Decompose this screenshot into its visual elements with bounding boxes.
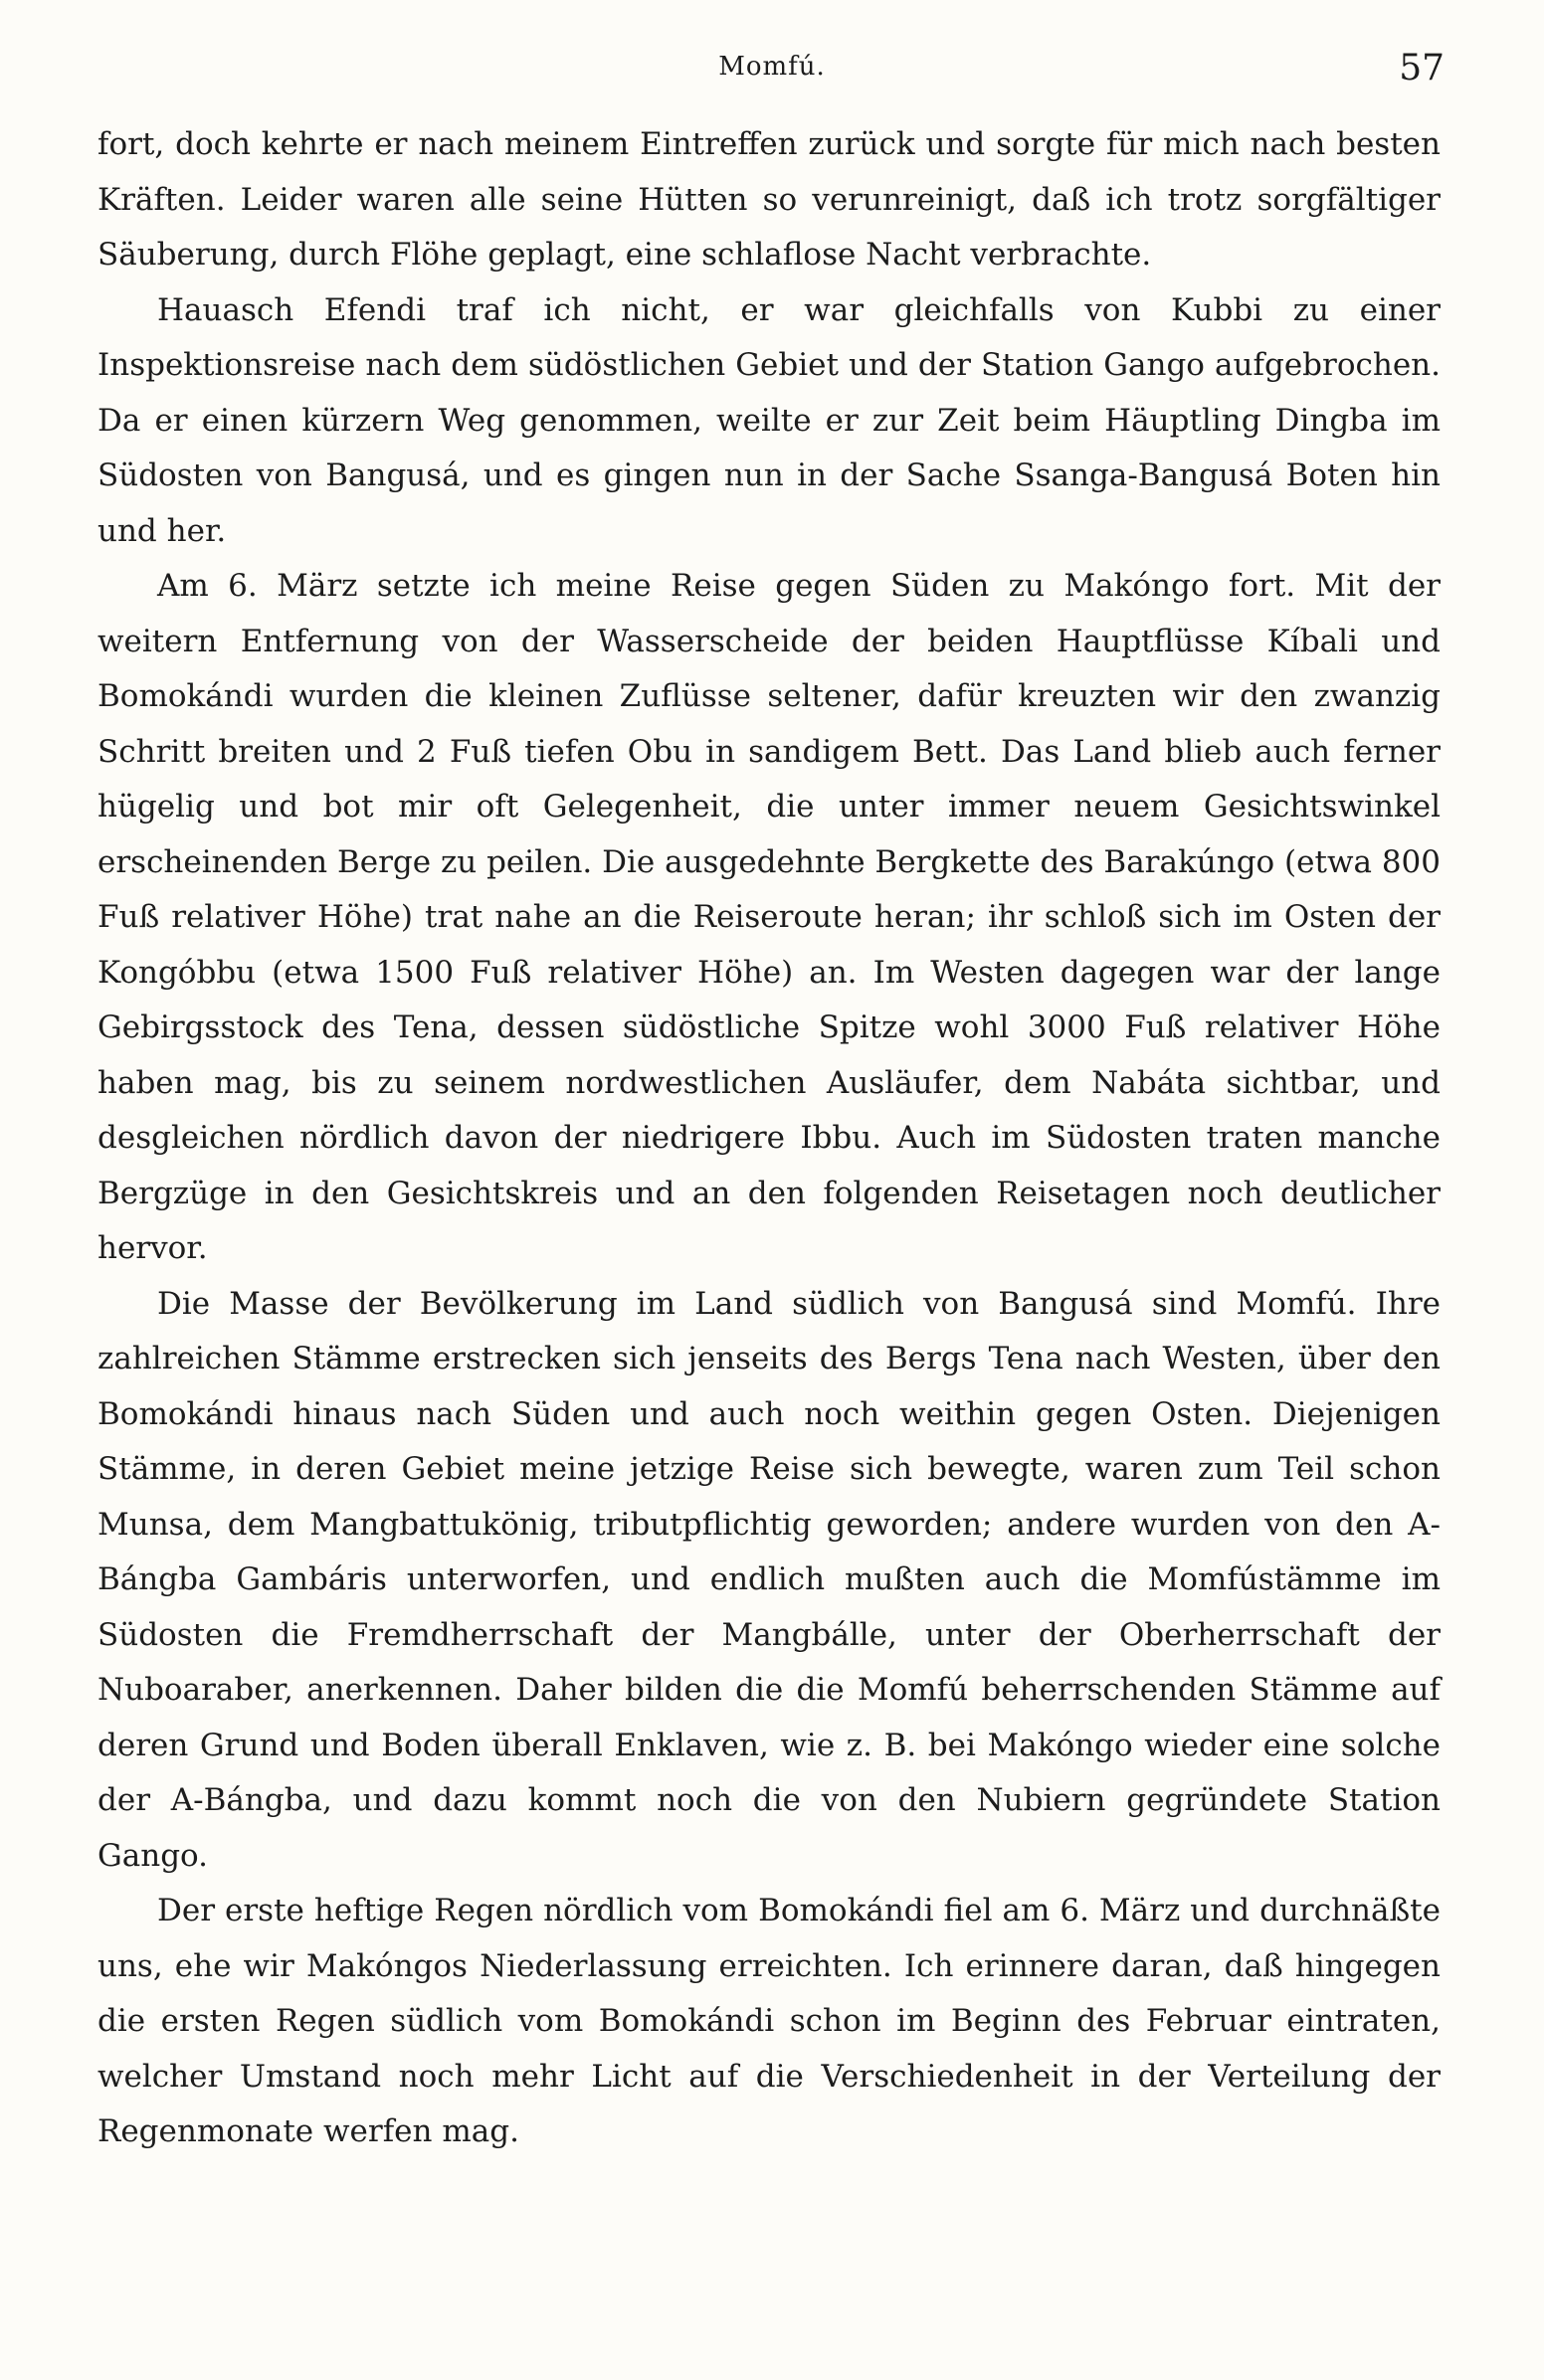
paragraph-4: Die Masse der Bevölkerung im Land südlich von Bangusá sind Momfú. Ihre zahlreichen Stämme erstrecken sich jenseits des Bergs Tena nach Westen, über den Bomokándi hinaus nach Süden und auch noch weithin gegen Osten. Diejenigen Stämme, in deren Gebiet meine jetzige Reise sich bewegte, waren zum Teil schon Munsa, dem Mangbattukönig, tributpflichtig geworden; andere wurden von den A-Bángba Gambáris unterworfen, und endlich mußten auch die Momfústämme im Südosten die Fremdherrschaft der Mangbálle, unter der Oberherrschaft der Nuboaraber, anerkennen. Daher bilden die die Momfú beherrschenden Stämme auf deren Grund und Boden überall Enklaven, wie z. B. bei Makóngo wieder eine solche der A-Bángba, und dazu kommt noch die von den Nubiern gegründete Station Gango.: [97, 1285, 1441, 1874]
body-text: [97, 117, 1441, 2160]
paragraph-5: Der erste heftige Regen nördlich vom Bomokándi fiel am 6. März und durchnäßte uns, ehe wir Makóngos Niederlassung erreichten. Ich erinnere daran, daß hingegen die ersten Regen südlich vom Bomokándi schon im Beginn des Februar eintraten, welcher Umstand noch mehr Licht auf die Verschiedenheit in der Verteilung der Regenmonate werfen mag.: [97, 1893, 1441, 2149]
page-number: 57: [1399, 48, 1445, 89]
paragraph-3: Am 6. März setzte ich meine Reise gegen Süden zu Makóngo fort. Mit der weitern Entfernung von der Wasserscheide der beiden Hauptflüsse Kíbali und Bomokándi wurden die kleinen Zuflüsse seltener, dafür kreuzten wir den zwanzig Schritt breiten und 2 Fuß tiefen Obu in sandigem Bett. Das Land blieb auch ferner hügelig und bot mir oft Gelegenheit, die unter immer neuem Gesichtswinkel erscheinenden Berge zu peilen. Die ausgedehnte Bergkette des Barakúngo (etwa 800 Fuß relativer Höhe) trat nahe an die Reiseroute heran; ihr schloß sich im Osten der Kongóbbu (etwa 1500 Fuß relativer Höhe) an. Im Westen dagegen war der lange Gebirgsstock des Tena, dessen südöstliche Spitze wohl 3000 Fuß relativer Höhe haben mag, bis zu seinem nordwestlichen Ausläufer, dem Nabáta sichtbar, und desgleichen nördlich davon der niedrigere Ibbu. Auch im Südosten traten manche Bergzüge in den Gesichtskreis und an den folgenden Reisetagen noch deutlicher hervor.: [97, 568, 1441, 1266]
running-title: Momfú.: [718, 52, 826, 82]
paragraph-1: fort, doch kehrte er nach meinem Eintreffen zurück und sorgte für mich nach besten Kräften. Leider waren alle seine Hütten so verunreinigt, daß ich trotz sorgfältiger Säuberung, durch Flöhe geplagt, eine schlaflose Nacht verbrachte.: [97, 126, 1441, 273]
paragraph-2: Hauasch Efendi traf ich nicht, er war gleichfalls von Kubbi zu einer Inspektionsreise nach dem südöstlichen Gebiet und der Station Gango aufgebrochen. Da er einen kürzern Weg genommen, weilte er zur Zeit beim Häuptling Dingba im Südosten von Bangusá, und es gingen nun in der Sache Ssanga-Bangusá Boten hin und her.: [97, 291, 1441, 549]
